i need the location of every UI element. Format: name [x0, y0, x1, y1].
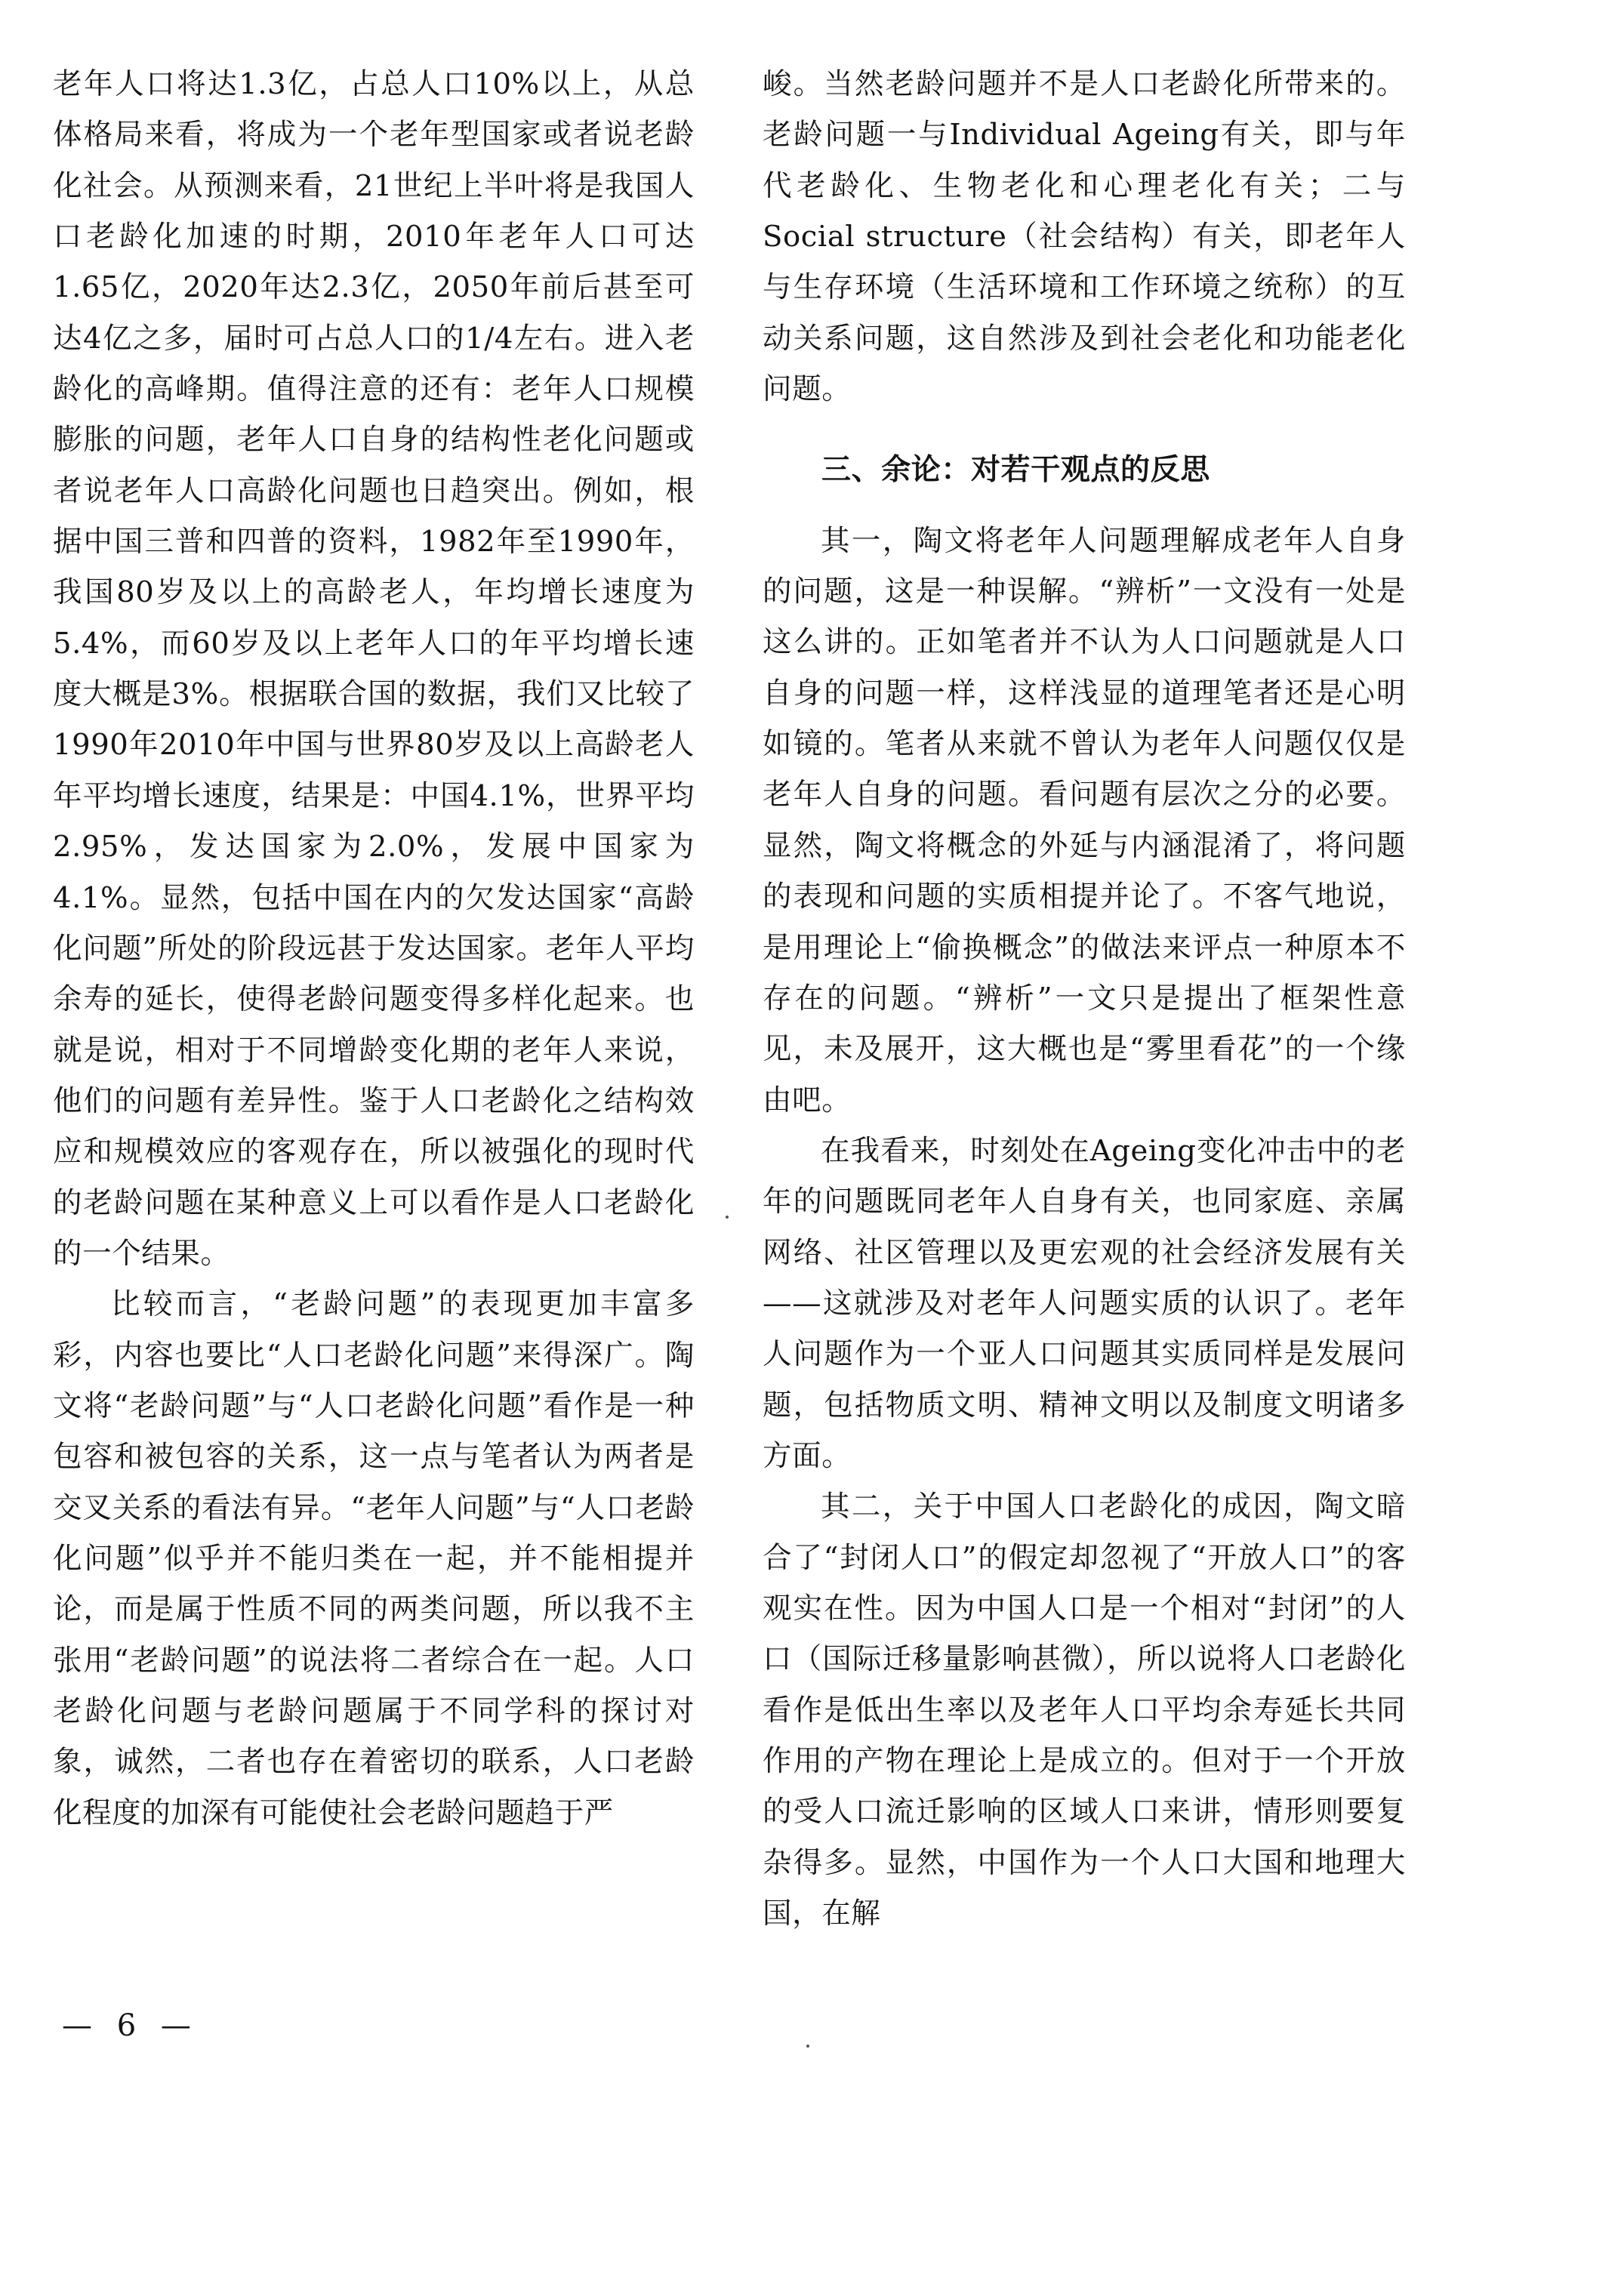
page-number: — 6 —	[62, 2008, 199, 2043]
section-heading: 三、余论：对若干观点的反思	[821, 453, 1210, 488]
body-paragraph: 其二，关于中国人口老龄化的成因，陶文暗合了“封闭人口”的假定却忽视了“开放人口”的客观实在性。因为中国人口是一个相对“封闭”的人口（国际迁移量影响甚微），所以说将人口老龄化看作是低出生率以及老年人口平均余寿延长共同作用的产物在理论上是成立的。但对于一个开放的受人口流迁影响的区域人口来讲，情形则要复杂得多。显然，中国作为一个人口大国和地理大国，在解	[763, 1490, 1406, 1931]
scan-speck	[806, 2045, 809, 2048]
body-paragraph: 在我看来，时刻处在Ageing变化冲击中的老年的问题既同老年人自身有关，也同家庭、亲属网络、社区管理以及更宏观的社会经济发展有关——这就涉及对老年人问题实质的认识了。老年人问题作为一个亚人口问题其实质同样是发展问题，包括物质文明、精神文明以及制度文明诸多方面。	[763, 1133, 1406, 1473]
left-column	[53, 59, 695, 1838]
body-paragraph: 比较而言，“老龄问题”的表现更加丰富多彩，内容也要比“人口老龄化问题”来得深广。陶文将“老龄问题”与“人口老龄化问题”看作是一种包容和被包容的关系，这一点与笔者认为两者是交叉关系的看法有异。“老年人问题”与“人口老龄化问题”似乎并不能归类在一起，并不能相提并论，而是属于性质不同的两类问题，所以我不主张用“老龄问题”的说法将二者综合在一起。人口老龄化问题与老龄问题属于不同学科的探讨对象，诚然，二者也存在着密切的联系，人口老龄化程度的加深有可能使社会老龄问题趋于严	[53, 1287, 695, 1830]
body-paragraph-continued: 峻。当然老龄问题并不是人口老龄化所带来的。老龄问题一与Individual Ageing有关，即与年代老龄化、生物老化和心理老化有关；二与Social structure（社会结构）有关，即老年人与生存环境（生活环境和工作环境之统称）的互动关系问题，这自然涉及到社会老化和功能老化问题。	[763, 67, 1406, 407]
body-paragraph: 老年人口将达1.3亿，占总人口10%以上，从总体格局来看，将成为一个老年型国家或者说老龄化社会。从预测来看，21世纪上半叶将是我国人口老龄化加速的时期，2010年老年人口可达1.65亿，2020年达2.3亿，2050年前后甚至可达4亿之多，届时可占总人口的1/4左右。进入老龄化的高峰期。值得注意的还有：老年人口规模膨胀的问题，老年人口自身的结构性老化问题或者说老年人口高龄化问题也日趋突出。例如，根据中国三普和四普的资料，1982年至1990年，我国80岁及以上的高龄老人，年均增长速度为5.4%，而60岁及以上老年人口的年平均增长速度大概是3%。根据联合国的数据，我们又比较了1990年2010年中国与世界80岁及以上高龄老人年平均增长速度，结果是：中国4.1%，世界平均2.95%，发达国家为2.0%，发展中国家为4.1%。显然，包括中国在内的欠发达国家“高龄化问题”所处的阶段远甚于发达国家。老年人平均余寿的延长，使得老龄问题变得多样化起来。也就是说，相对于不同增龄变化期的老年人来说，他们的问题有差异性。鉴于人口老龄化之结构效应和规模效应的客观存在，所以被强化的现时代的老龄问题在某种意义上可以看作是人口老龄化的一个结果。	[53, 67, 695, 1271]
right-column	[763, 59, 1406, 1939]
body-paragraph: 其一，陶文将老年人问题理解成老年人自身的问题，这是一种误解。“辨析”一文没有一处是这么讲的。正如笔者并不认为人口问题就是人口自身的问题一样，这样浅显的道理笔者还是心明如镜的。笔者从来就不曾认为老年人问题仅仅是老年人自身的问题。看问题有层次之分的必要。显然，陶文将概念的外延与内涵混淆了，将问题的表现和问题的实质相提并论了。不客气地说，是用理论上“偷换概念”的做法来评点一种原本不存在的问题。“辨析”一文只是提出了框架性意见，未及展开，这大概也是“雾里看花”的一个缘由吧。	[763, 523, 1406, 1117]
scan-speck	[726, 1216, 729, 1219]
